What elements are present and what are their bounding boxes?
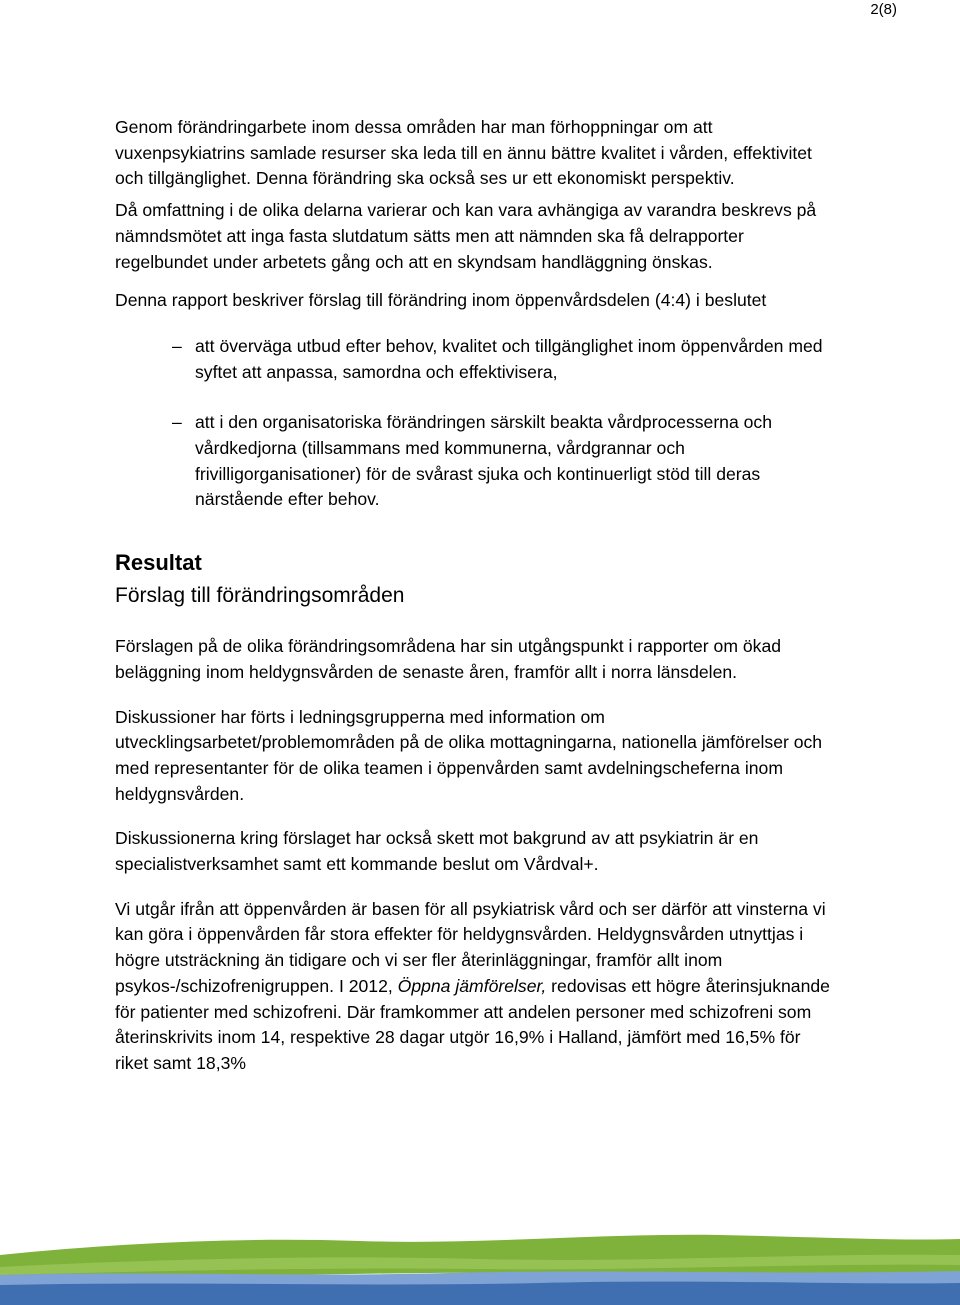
list-item (115, 334, 835, 385)
paragraph-report: Denna rapport beskriver förslag till förändring inom öppenvårdsdelen (4:4) i beslutet (115, 290, 767, 311)
paragraph-openvard-part1: Vi utgår ifrån att öppenvården är basen för all psykiatrisk vård och ser därför att vinsterna vi kan göra i öppenvården får stora effekter för heldygnsvården. Heldygnsvården utnyttjas i högre utsträckning än tidigare och vi ser fler återinläggningar, framför allt inom psykos-/schizofrenigruppen. I 2012, (115, 898, 826, 996)
decision-list (115, 334, 835, 513)
document-body (115, 115, 835, 1077)
paragraph-scope: Då omfattning i de olika delarna varierar och kan vara avhängiga av varandra beskrevs på nämndsmötet att inga fasta slutdatum sätts men att nämnden ska få delrapporter regelbundet under arbetets gång och att en skyndsam handläggning önskas. (115, 200, 817, 272)
list-item-text: att i den organisatoriska förändringen särskilt beakta vårdprocesserna och vårdkedjorna (tillsammans med kommunerna, vårdgrannar och frivilligorganisationer) för de svårast sjuka och kontinuerligt stöd till deras närstående efter behov. (195, 412, 773, 510)
paragraph-discussions: Diskussioner har förts i ledningsgrupperna med information om utvecklingsarbetet/problemområden på de olika mottagningarna, nationella jämförelser och med representanter för de olika teamen i öppenvården samt avdelningscheferna inom heldygnsvården. (115, 706, 823, 804)
paragraph-openvard (115, 897, 835, 1077)
heading-subtitle: Förslag till förändringsområden (115, 584, 405, 608)
list-item-text: att överväga utbud efter behov, kvalitet och tillgänglighet inom öppenvården med syftet att anpassa, samordna och effektivisera, (195, 335, 823, 382)
footer-landscape-graphic (0, 1215, 960, 1305)
dash-bullet: – (172, 335, 182, 356)
paragraph-openvard-part2: redovisas ett högre återinsjuknande för patienter med schizofreni. Där framkommer att andelen personer med schizofreni som återinskrivits inom 14, respektive 28 dagar utgör 16,9% i Halland, jämfört med 16,5% för riket samt 18,3% (115, 975, 830, 1073)
page-number: 2(8) (870, 1, 897, 18)
heading-result: Resultat (115, 550, 202, 576)
dash-bullet: – (172, 412, 182, 433)
paragraph-basis: Förslagen på de olika förändringsområdena har sin utgångspunkt i rapporter om ökad beläggning inom heldygnsvården de senaste åren, framför allt i norra länsdelen. (115, 636, 782, 682)
paragraph-background: Diskussionerna kring förslaget har också skett mot bakgrund av att psykiatrin är en specialistverksamhet samt ett kommande beslut om Vårdval+. (115, 828, 759, 875)
paragraph-intro: Genom förändringarbete inom dessa områden har man förhoppningar om att vuxenpsykiatrins samlade resurser ska leda till en ännu bättre kvalitet i vården, effektivitet och tillgänglighet. Denna förändring ska också ses ur ett ekonomiskt perspektiv. (115, 117, 812, 189)
list-item (115, 410, 835, 513)
footer-blue-band (0, 1282, 960, 1305)
paragraph-openvard-italic: Öppna jämförelser, (397, 975, 547, 996)
